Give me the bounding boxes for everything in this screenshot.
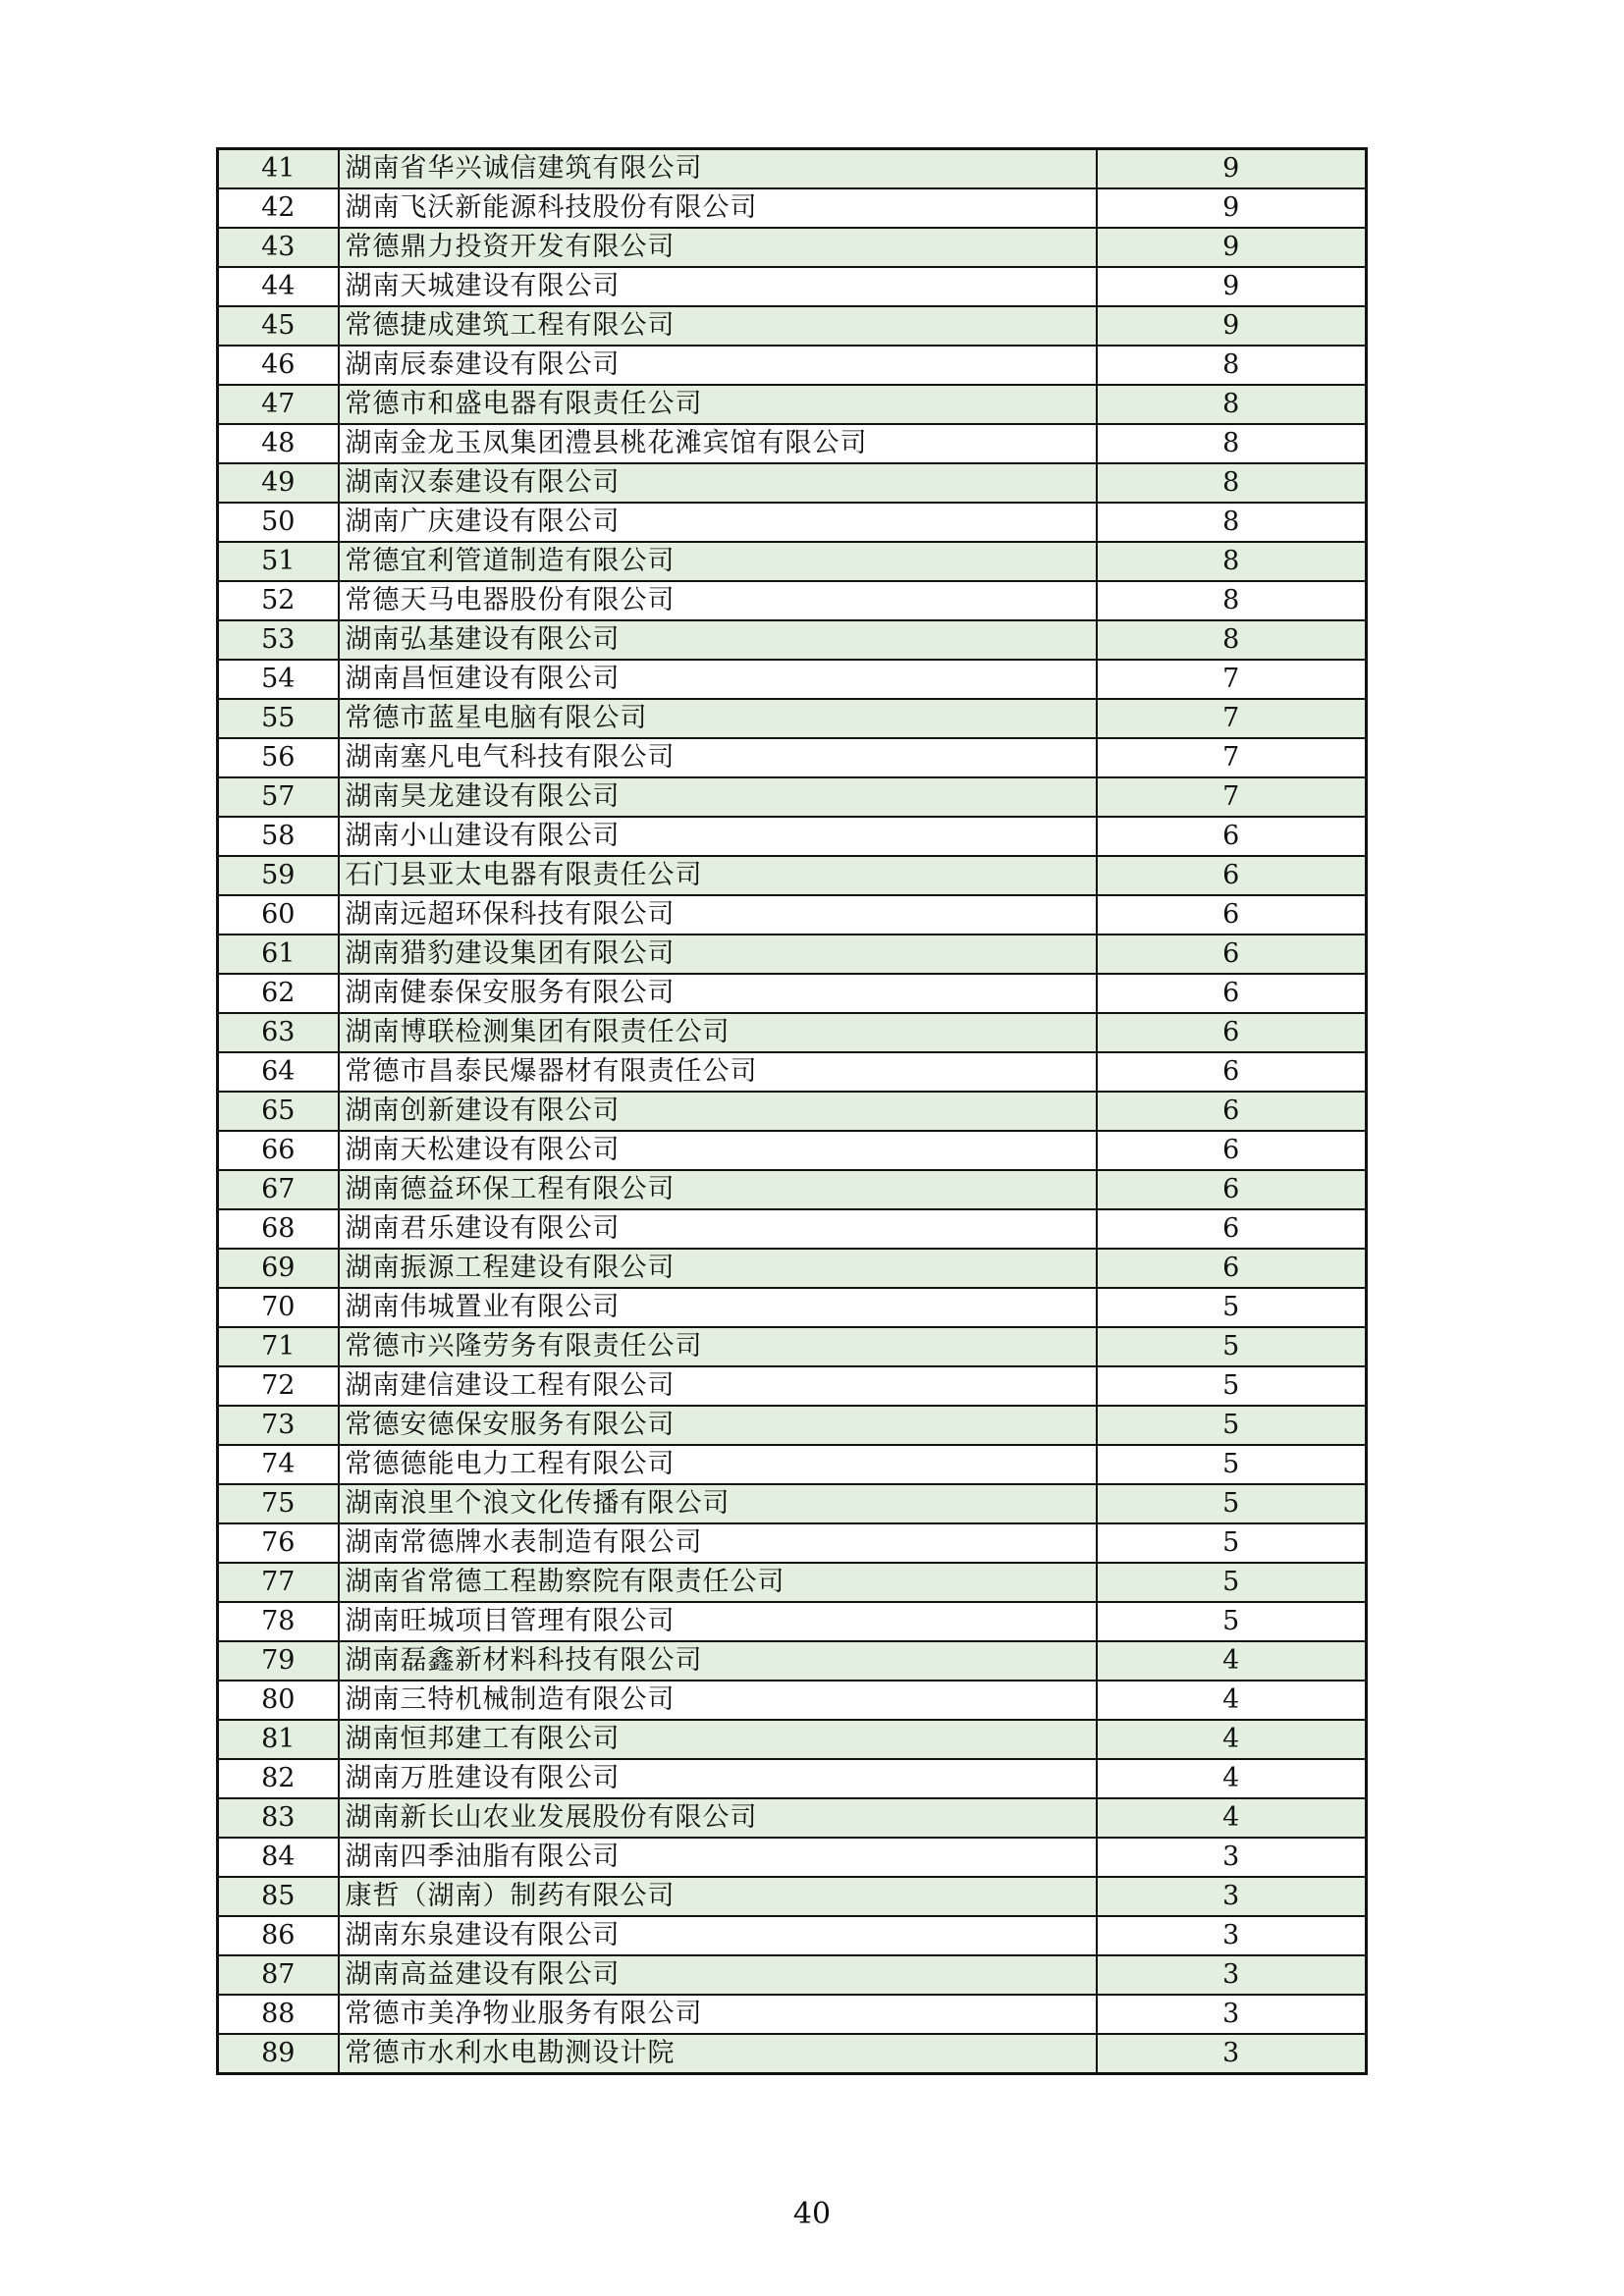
table-row xyxy=(218,1523,1367,1563)
company-name-cell: 常德市蓝星电脑有限公司 xyxy=(339,699,1097,738)
company-name-cell: 常德市昌泰民爆器材有限责任公司 xyxy=(339,1052,1097,1092)
table-row xyxy=(218,463,1367,503)
company-name-cell: 常德市美净物业服务有限公司 xyxy=(339,1995,1097,2034)
company-name-cell: 湖南昊龙建设有限公司 xyxy=(339,777,1097,817)
company-name-cell: 湖南建信建设工程有限公司 xyxy=(339,1366,1097,1406)
table-row xyxy=(218,817,1367,856)
row-number-cell: 78 xyxy=(218,1602,339,1641)
row-number-cell: 54 xyxy=(218,660,339,699)
row-number-cell: 67 xyxy=(218,1170,339,1209)
table-row xyxy=(218,424,1367,463)
table-row xyxy=(218,699,1367,738)
table-row xyxy=(218,1445,1367,1484)
table-row xyxy=(218,1209,1367,1249)
table-row xyxy=(218,228,1367,267)
count-cell: 4 xyxy=(1097,1720,1367,1759)
count-cell: 6 xyxy=(1097,1052,1367,1092)
count-cell: 9 xyxy=(1097,149,1367,189)
count-cell: 6 xyxy=(1097,974,1367,1013)
table-row xyxy=(218,1641,1367,1681)
row-number-cell: 81 xyxy=(218,1720,339,1759)
row-number-cell: 62 xyxy=(218,974,339,1013)
count-cell: 8 xyxy=(1097,463,1367,503)
row-number-cell: 60 xyxy=(218,895,339,934)
company-name-cell: 湖南广庆建设有限公司 xyxy=(339,503,1097,542)
row-number-cell: 55 xyxy=(218,699,339,738)
row-number-cell: 74 xyxy=(218,1445,339,1484)
count-cell: 5 xyxy=(1097,1484,1367,1523)
row-number-cell: 77 xyxy=(218,1563,339,1602)
count-cell: 6 xyxy=(1097,1249,1367,1288)
row-number-cell: 51 xyxy=(218,542,339,581)
count-cell: 4 xyxy=(1097,1759,1367,1798)
company-table xyxy=(216,147,1368,2075)
company-name-cell: 湖南小山建设有限公司 xyxy=(339,817,1097,856)
count-cell: 3 xyxy=(1097,1916,1367,1955)
row-number-cell: 75 xyxy=(218,1484,339,1523)
count-cell: 5 xyxy=(1097,1327,1367,1366)
table-row xyxy=(218,1131,1367,1170)
row-number-cell: 89 xyxy=(218,2034,339,2074)
count-cell: 5 xyxy=(1097,1523,1367,1563)
count-cell: 6 xyxy=(1097,1092,1367,1131)
table-row xyxy=(218,1052,1367,1092)
row-number-cell: 72 xyxy=(218,1366,339,1406)
company-name-cell: 湖南德益环保工程有限公司 xyxy=(339,1170,1097,1209)
count-cell: 6 xyxy=(1097,1170,1367,1209)
company-name-cell: 湖南新长山农业发展股份有限公司 xyxy=(339,1798,1097,1838)
count-cell: 8 xyxy=(1097,424,1367,463)
company-table-container xyxy=(216,147,1365,2075)
table-row xyxy=(218,620,1367,660)
row-number-cell: 56 xyxy=(218,738,339,777)
company-name-cell: 湖南伟城置业有限公司 xyxy=(339,1288,1097,1327)
count-cell: 8 xyxy=(1097,385,1367,424)
count-cell: 8 xyxy=(1097,581,1367,620)
company-name-cell: 湖南塞凡电气科技有限公司 xyxy=(339,738,1097,777)
count-cell: 8 xyxy=(1097,503,1367,542)
table-row xyxy=(218,385,1367,424)
company-name-cell: 湖南汉泰建设有限公司 xyxy=(339,463,1097,503)
table-row xyxy=(218,1092,1367,1131)
table-row xyxy=(218,188,1367,228)
company-name-cell: 湖南天松建设有限公司 xyxy=(339,1131,1097,1170)
table-row xyxy=(218,738,1367,777)
row-number-cell: 43 xyxy=(218,228,339,267)
count-cell: 4 xyxy=(1097,1798,1367,1838)
company-name-cell: 湖南东泉建设有限公司 xyxy=(339,1916,1097,1955)
table-row xyxy=(218,346,1367,385)
company-name-cell: 常德宜利管道制造有限公司 xyxy=(339,542,1097,581)
count-cell: 7 xyxy=(1097,660,1367,699)
count-cell: 9 xyxy=(1097,306,1367,346)
company-name-cell: 湖南辰泰建设有限公司 xyxy=(339,346,1097,385)
count-cell: 3 xyxy=(1097,1838,1367,1877)
table-row xyxy=(218,306,1367,346)
row-number-cell: 45 xyxy=(218,306,339,346)
table-row xyxy=(218,581,1367,620)
count-cell: 9 xyxy=(1097,188,1367,228)
count-cell: 5 xyxy=(1097,1406,1367,1445)
company-name-cell: 湖南健泰保安服务有限公司 xyxy=(339,974,1097,1013)
table-row xyxy=(218,1288,1367,1327)
count-cell: 5 xyxy=(1097,1288,1367,1327)
company-name-cell: 湖南万胜建设有限公司 xyxy=(339,1759,1097,1798)
row-number-cell: 44 xyxy=(218,267,339,306)
row-number-cell: 57 xyxy=(218,777,339,817)
table-row xyxy=(218,1249,1367,1288)
row-number-cell: 59 xyxy=(218,856,339,895)
row-number-cell: 76 xyxy=(218,1523,339,1563)
company-name-cell: 湖南高益建设有限公司 xyxy=(339,1955,1097,1995)
row-number-cell: 49 xyxy=(218,463,339,503)
count-cell: 5 xyxy=(1097,1602,1367,1641)
count-cell: 6 xyxy=(1097,817,1367,856)
company-name-cell: 常德天马电器股份有限公司 xyxy=(339,581,1097,620)
company-name-cell: 湖南旺城项目管理有限公司 xyxy=(339,1602,1097,1641)
count-cell: 3 xyxy=(1097,2034,1367,2074)
table-row xyxy=(218,934,1367,974)
row-number-cell: 52 xyxy=(218,581,339,620)
count-cell: 7 xyxy=(1097,777,1367,817)
company-name-cell: 湖南猎豹建设集团有限公司 xyxy=(339,934,1097,974)
count-cell: 3 xyxy=(1097,1995,1367,2034)
count-cell: 6 xyxy=(1097,856,1367,895)
company-name-cell: 湖南浪里个浪文化传播有限公司 xyxy=(339,1484,1097,1523)
table-row xyxy=(218,1798,1367,1838)
table-row xyxy=(218,1877,1367,1916)
row-number-cell: 79 xyxy=(218,1641,339,1681)
table-row xyxy=(218,1406,1367,1445)
table-row xyxy=(218,1955,1367,1995)
company-name-cell: 湖南常德牌水表制造有限公司 xyxy=(339,1523,1097,1563)
row-number-cell: 42 xyxy=(218,188,339,228)
row-number-cell: 66 xyxy=(218,1131,339,1170)
company-name-cell: 常德市水利水电勘测设计院 xyxy=(339,2034,1097,2074)
company-name-cell: 湖南四季油脂有限公司 xyxy=(339,1838,1097,1877)
table-row xyxy=(218,1602,1367,1641)
company-name-cell: 湖南振源工程建设有限公司 xyxy=(339,1249,1097,1288)
row-number-cell: 85 xyxy=(218,1877,339,1916)
company-name-cell: 湖南省常德工程勘察院有限责任公司 xyxy=(339,1563,1097,1602)
table-row xyxy=(218,1484,1367,1523)
count-cell: 3 xyxy=(1097,1877,1367,1916)
table-row xyxy=(218,267,1367,306)
row-number-cell: 64 xyxy=(218,1052,339,1092)
table-row xyxy=(218,542,1367,581)
count-cell: 8 xyxy=(1097,346,1367,385)
table-row xyxy=(218,1366,1367,1406)
company-table-body xyxy=(218,149,1367,2074)
table-row xyxy=(218,1838,1367,1877)
count-cell: 8 xyxy=(1097,542,1367,581)
company-name-cell: 常德安德保安服务有限公司 xyxy=(339,1406,1097,1445)
table-row xyxy=(218,1759,1367,1798)
company-name-cell: 湖南飞沃新能源科技股份有限公司 xyxy=(339,188,1097,228)
row-number-cell: 53 xyxy=(218,620,339,660)
page-number: 40 xyxy=(792,2197,832,2231)
table-row xyxy=(218,1170,1367,1209)
company-name-cell: 湖南博联检测集团有限责任公司 xyxy=(339,1013,1097,1052)
row-number-cell: 58 xyxy=(218,817,339,856)
company-name-cell: 湖南金龙玉凤集团澧县桃花滩宾馆有限公司 xyxy=(339,424,1097,463)
company-name-cell: 湖南磊鑫新材料科技有限公司 xyxy=(339,1641,1097,1681)
table-row xyxy=(218,777,1367,817)
table-row xyxy=(218,2034,1367,2074)
row-number-cell: 70 xyxy=(218,1288,339,1327)
company-name-cell: 湖南弘基建设有限公司 xyxy=(339,620,1097,660)
row-number-cell: 82 xyxy=(218,1759,339,1798)
company-name-cell: 常德鼎力投资开发有限公司 xyxy=(339,228,1097,267)
row-number-cell: 65 xyxy=(218,1092,339,1131)
count-cell: 9 xyxy=(1097,228,1367,267)
table-row xyxy=(218,660,1367,699)
company-name-cell: 湖南省华兴诚信建筑有限公司 xyxy=(339,149,1097,189)
count-cell: 9 xyxy=(1097,267,1367,306)
row-number-cell: 41 xyxy=(218,149,339,189)
row-number-cell: 84 xyxy=(218,1838,339,1877)
count-cell: 5 xyxy=(1097,1366,1367,1406)
table-row xyxy=(218,856,1367,895)
row-number-cell: 61 xyxy=(218,934,339,974)
table-row xyxy=(218,1563,1367,1602)
row-number-cell: 73 xyxy=(218,1406,339,1445)
company-name-cell: 常德德能电力工程有限公司 xyxy=(339,1445,1097,1484)
company-name-cell: 湖南天城建设有限公司 xyxy=(339,267,1097,306)
company-name-cell: 湖南三特机械制造有限公司 xyxy=(339,1681,1097,1720)
table-row xyxy=(218,1327,1367,1366)
company-name-cell: 湖南恒邦建工有限公司 xyxy=(339,1720,1097,1759)
company-name-cell: 湖南创新建设有限公司 xyxy=(339,1092,1097,1131)
count-cell: 8 xyxy=(1097,620,1367,660)
table-row xyxy=(218,1013,1367,1052)
table-row xyxy=(218,503,1367,542)
company-name-cell: 常德市兴隆劳务有限责任公司 xyxy=(339,1327,1097,1366)
count-cell: 4 xyxy=(1097,1641,1367,1681)
count-cell: 3 xyxy=(1097,1955,1367,1995)
table-row xyxy=(218,1681,1367,1720)
count-cell: 4 xyxy=(1097,1681,1367,1720)
row-number-cell: 47 xyxy=(218,385,339,424)
table-row xyxy=(218,1995,1367,2034)
row-number-cell: 68 xyxy=(218,1209,339,1249)
count-cell: 6 xyxy=(1097,1131,1367,1170)
row-number-cell: 69 xyxy=(218,1249,339,1288)
row-number-cell: 83 xyxy=(218,1798,339,1838)
table-row xyxy=(218,1916,1367,1955)
count-cell: 6 xyxy=(1097,1209,1367,1249)
count-cell: 6 xyxy=(1097,934,1367,974)
count-cell: 7 xyxy=(1097,699,1367,738)
table-row xyxy=(218,895,1367,934)
row-number-cell: 80 xyxy=(218,1681,339,1720)
row-number-cell: 63 xyxy=(218,1013,339,1052)
company-name-cell: 康哲（湖南）制药有限公司 xyxy=(339,1877,1097,1916)
row-number-cell: 50 xyxy=(218,503,339,542)
table-row xyxy=(218,149,1367,189)
count-cell: 5 xyxy=(1097,1563,1367,1602)
table-row xyxy=(218,974,1367,1013)
count-cell: 5 xyxy=(1097,1445,1367,1484)
count-cell: 6 xyxy=(1097,1013,1367,1052)
row-number-cell: 46 xyxy=(218,346,339,385)
row-number-cell: 87 xyxy=(218,1955,339,1995)
company-name-cell: 湖南君乐建设有限公司 xyxy=(339,1209,1097,1249)
row-number-cell: 88 xyxy=(218,1995,339,2034)
row-number-cell: 71 xyxy=(218,1327,339,1366)
row-number-cell: 48 xyxy=(218,424,339,463)
company-name-cell: 湖南远超环保科技有限公司 xyxy=(339,895,1097,934)
count-cell: 7 xyxy=(1097,738,1367,777)
company-name-cell: 石门县亚太电器有限责任公司 xyxy=(339,856,1097,895)
company-name-cell: 湖南昌恒建设有限公司 xyxy=(339,660,1097,699)
table-row xyxy=(218,1720,1367,1759)
row-number-cell: 86 xyxy=(218,1916,339,1955)
company-name-cell: 常德市和盛电器有限责任公司 xyxy=(339,385,1097,424)
company-name-cell: 常德捷成建筑工程有限公司 xyxy=(339,306,1097,346)
count-cell: 6 xyxy=(1097,895,1367,934)
